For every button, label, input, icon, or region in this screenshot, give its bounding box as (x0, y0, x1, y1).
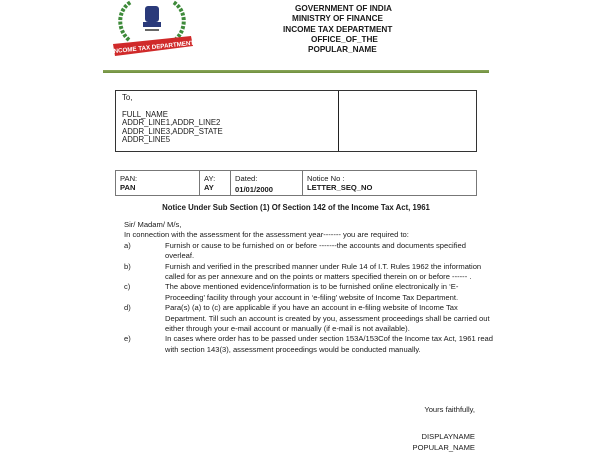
notice-no-cell (303, 171, 476, 195)
list-item-text: Para(s) (a) to (c) are applicable if you have an account in e-filing website of Income Tax Department. Till such an account is created by you, assessment proceedings shall be carried out either through your e-mail account or manually (if e-mail is not available). (165, 303, 490, 334)
letterhead-line: OFFICE_OF_THE (311, 34, 378, 44)
letterhead (270, 4, 470, 55)
income-tax-department-emblem-icon (107, 0, 197, 60)
signatory-name: DISPLAYNAME (421, 432, 475, 441)
notice-body (124, 220, 494, 355)
address-box (115, 90, 477, 152)
list-item-text: Furnish and verified in the prescribed manner under Rule 14 of I.T. Rules 1962 the information called for as per annexure and on the points or matters specified therein on or before ------ . (165, 261, 482, 282)
address-line: ADDR_LINE5 (122, 135, 171, 145)
list-item-label: b) (124, 261, 131, 271)
address-box-blank (339, 91, 476, 151)
ay-cell (200, 171, 231, 195)
income-tax-department-logo (107, 0, 197, 60)
ay-label: AY: (204, 174, 216, 183)
address-line: ADDR_LINE1,ADDR_LINE2 (122, 118, 221, 128)
dated-label: Dated: (235, 174, 258, 183)
list-item-text: Furnish or cause to be furnished on or before -------the accounts and documents specified overleaf. (165, 240, 466, 261)
letterhead-line: GOVERNMENT OF INDIA (295, 4, 392, 13)
list-item-text: In cases where order has to be passed under section 153A/153Cof the Income tax Act, 1961 read with section 143(3), assessment proceedings would be conducted manually. (165, 334, 494, 354)
greeting: Sir/ Madam/ M/s, (124, 220, 182, 229)
header-divider (103, 70, 489, 73)
pan-label: PAN: (120, 174, 138, 183)
list-item-label: d) (124, 303, 131, 313)
list-item-label: e) (124, 334, 131, 344)
pan-value: PAN (120, 183, 136, 192)
address-salutation: To, (122, 93, 133, 102)
address-line: FULL_NAME (122, 109, 168, 119)
notice-title: Notice Under Sub Section (1) Of Section 142 of the Income Tax Act, 1961 (162, 203, 430, 212)
closing: Yours faithfully, (424, 405, 475, 414)
dated-value: 01/01/2000 (235, 185, 274, 194)
dated-cell (231, 171, 303, 195)
recipient-address (116, 91, 339, 151)
logo-banner-text: INCOME TAX DEPARTMENT (111, 39, 195, 56)
list-item (124, 303, 494, 334)
pan-cell (116, 171, 200, 195)
notice-no-label: Notice No : (307, 174, 345, 183)
list-item-text: The above mentioned evidence/information is to be furnished online electronically in ‘E-Proceeding’ facility through your account in ‘e-filing’ website of Income Tax Department. (165, 282, 459, 302)
notice-info-table (115, 170, 477, 196)
list-item (124, 334, 494, 355)
letterhead-line: POPULAR_NAME (308, 45, 377, 55)
list-item (124, 282, 494, 303)
letterhead-line: INCOME TAX DEPARTMENT (283, 24, 393, 34)
list-item (124, 262, 494, 283)
intro-paragraph: In connection with the assessment for the assessment year------- you are required to: (124, 230, 409, 240)
notice-no-value: LETTER_SEQ_NO (307, 183, 373, 192)
ay-value: AY (204, 183, 214, 192)
address-line: ADDR_LINE3,ADDR_STATE (122, 126, 223, 136)
list-item-label: a) (124, 240, 131, 250)
signatory-office: POPULAR_NAME (412, 443, 475, 452)
list-item-label: c) (124, 282, 131, 292)
letterhead-line: MINISTRY OF FINANCE (292, 14, 383, 24)
list-item (124, 241, 494, 262)
